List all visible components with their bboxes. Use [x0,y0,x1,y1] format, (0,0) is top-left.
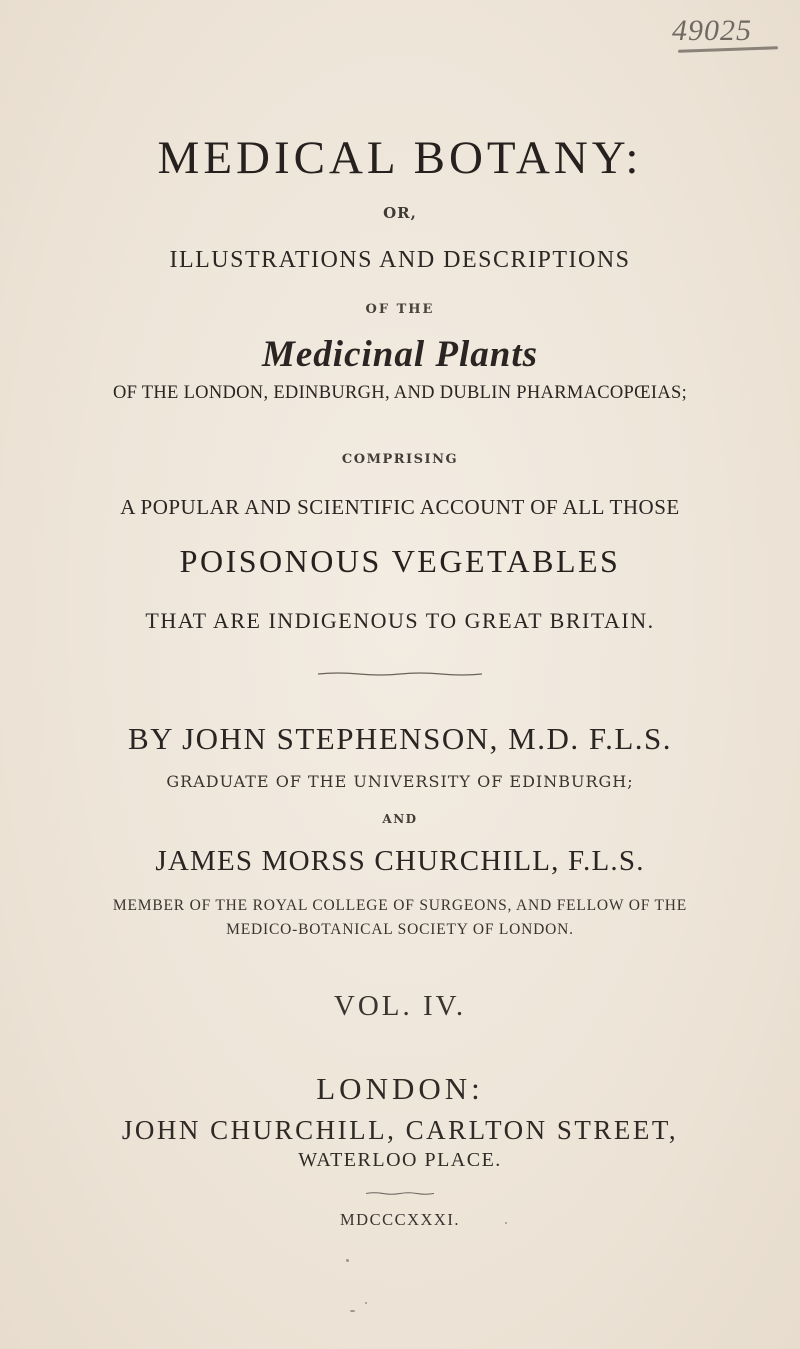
author1-credential: GRADUATE OF THE UNIVERSITY OF EDINBURGH; [166,772,634,791]
imprint-address: WATERLOO PLACE. [298,1149,502,1171]
of-the-connector: OF THE [365,302,435,317]
medicinal-plants-heading: Medicinal Plants [261,334,539,375]
popular-account-line: A POPULAR AND SCIENTIFIC ACCOUNT OF ALL THOSE [120,495,680,519]
paper-speck [346,1259,349,1262]
author2-credential-line1: MEMBER OF THE ROYAL COLLEGE OF SURGEONS, AND FELLOW OF THE [112,897,688,914]
shelfmark-text: 49025 [672,14,752,47]
paper-speck [365,1302,367,1304]
book-title: MEDICAL BOTANY: [157,132,643,184]
indigenous-line: THAT ARE INDIGENOUS TO GREAT BRITAIN. [145,608,655,633]
imprint-city: LONDON: [316,1071,484,1106]
paper-speck [350,1310,355,1312]
volume-number: VOL. IV. [333,990,467,1022]
poisonous-vegetables-heading: POISONOUS VEGETABLES [179,543,621,579]
small-divider [366,1191,434,1196]
shelfmark-annotation [672,14,784,56]
shelfmark-underline [678,46,778,52]
or-connector: OR, [383,204,417,222]
comprising-connector: COMPRISING [341,452,459,467]
paper-speck [505,1222,507,1224]
publication-date: MDCCCXXXI. [340,1210,460,1229]
subtitle: ILLUSTRATIONS AND DESCRIPTIONS [169,247,631,273]
author1-byline: BY JOHN STEPHENSON, M.D. F.L.S. [127,721,673,756]
wavy-divider [318,671,482,677]
imprint-publisher: JOHN CHURCHILL, CARLTON STREET, [121,1115,679,1145]
author2-credential-line2: MEDICO-BOTANICAL SOCIETY OF LONDON. [226,921,574,938]
author2-name: JAMES MORSS CHURCHILL, F.L.S. [155,845,645,877]
pharmacopoeias-line: OF THE LONDON, EDINBURGH, AND DUBLIN PHARMACOPŒIAS; [112,383,688,403]
and-connector: AND [382,812,418,826]
